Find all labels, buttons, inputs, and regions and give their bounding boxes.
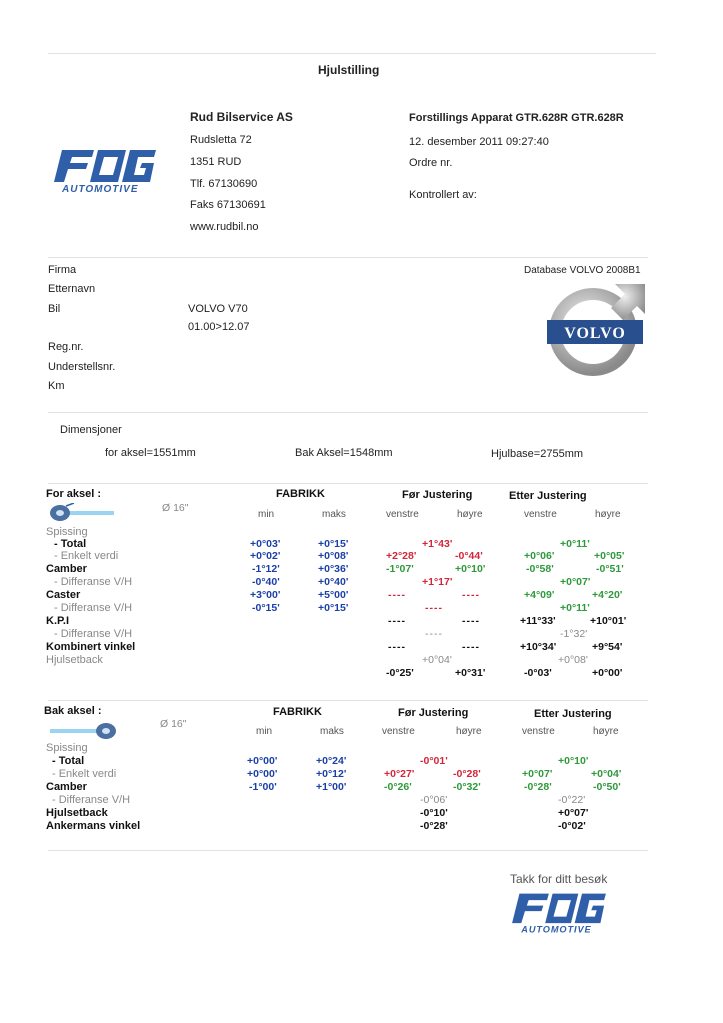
before-camber-left: -0°26'	[384, 781, 412, 793]
before-diff: -0°06'	[420, 794, 448, 806]
controlled-by-label: Kontrollert av:	[409, 189, 477, 201]
before-header: Før Justering	[398, 707, 469, 719]
before-caster-right: ----	[462, 589, 480, 601]
company-fax: Faks 67130691	[190, 199, 266, 211]
after-camber-left: -0°58'	[526, 563, 554, 575]
fab-total-min: +0°03'	[250, 538, 281, 550]
fab-camber-max: +0°36'	[318, 563, 349, 575]
bil-value: VOLVO V70	[188, 303, 248, 315]
fab-total-min: +0°00'	[247, 755, 278, 767]
min-header: min	[256, 726, 273, 737]
rear-axle-width: Bak Aksel=1548mm	[295, 447, 393, 459]
before-extra-left: -0°25'	[386, 667, 414, 679]
after-header: Etter Justering	[534, 708, 612, 720]
before-total: -0°01'	[420, 755, 448, 767]
database-label: Database VOLVO 2008B1	[524, 265, 641, 276]
after-enkelt-right: +0°05'	[594, 550, 625, 562]
after-enkelt-left: +0°07'	[522, 768, 553, 780]
after-komb-left: +10°34'	[520, 641, 557, 653]
label-kombinert: Kombinert vinkel	[46, 641, 136, 653]
before-camber-left: -1°07'	[386, 563, 414, 575]
logo-tagline: AUTOMOTIVE	[521, 924, 592, 935]
company-phone: Tlf. 67130690	[190, 178, 258, 190]
after-hjulsetback: +0°08'	[558, 654, 588, 666]
divider	[48, 483, 648, 484]
company-city: 1351 RUD	[190, 156, 242, 168]
company-name: Rud Bilservice AS	[190, 110, 293, 124]
after-caster-right: +4°20'	[592, 589, 623, 601]
after-kpi-left: +11°33'	[520, 615, 556, 627]
before-diff1: +1°17'	[422, 576, 453, 588]
before-enkelt-right: -0°28'	[453, 768, 481, 780]
fab-diff1-max: +0°40'	[318, 576, 349, 588]
after-header: Etter Justering	[509, 490, 587, 502]
label-spissing: Spissing	[46, 526, 88, 538]
reg-label: Reg.nr.	[48, 341, 84, 353]
rear-axle-title: Bak aksel :	[44, 705, 102, 717]
fab-enkelt-min: +0°02'	[250, 550, 281, 562]
volvo-badge-text: VOLVO	[564, 325, 626, 342]
before-komb-right: ----	[462, 641, 480, 653]
before-camber-right: +0°10'	[455, 563, 486, 575]
fab-diff1-min: -0°40'	[252, 576, 280, 588]
before-total: +1°43'	[422, 538, 453, 550]
before-kpi-left: ----	[388, 615, 406, 627]
min-header: min	[258, 509, 275, 520]
divider	[48, 412, 648, 413]
label-hjulsetback: Hjulsetback	[46, 654, 103, 666]
after-camber-right: -0°50'	[593, 781, 621, 793]
after-enkelt-right: +0°04'	[591, 768, 622, 780]
page-title: Hjulstilling	[318, 63, 380, 77]
logo-tagline: AUTOMOTIVE	[62, 184, 139, 195]
company-street: Rudsletta 72	[190, 134, 252, 146]
fab-camber-min: -1°12'	[252, 563, 280, 575]
after-diff1: +0°07'	[560, 576, 591, 588]
fab-enkelt-max: +0°08'	[318, 550, 349, 562]
fog-automotive-logo	[494, 890, 624, 936]
fab-camber-max: +1°00'	[316, 781, 347, 793]
label-camber: Camber	[46, 781, 87, 793]
after-total: +0°10'	[558, 755, 589, 767]
fab-caster-max: +5°00'	[318, 589, 349, 601]
after-enkelt-left: +0°06'	[524, 550, 555, 562]
before-header: Før Justering	[402, 489, 473, 501]
before-hjulsetback: -0°10'	[420, 807, 448, 819]
fab-total-max: +0°24'	[316, 755, 347, 767]
right-header: høyre	[595, 509, 621, 520]
front-axle-title: For aksel :	[46, 488, 102, 500]
label-enkelt: - Enkelt verdi	[54, 550, 119, 562]
fab-enkelt-max: +0°12'	[316, 768, 347, 780]
before-enkelt-left: +2°28'	[386, 550, 417, 562]
left-header: venstre	[524, 509, 557, 520]
fab-diff2-min: -0°15'	[252, 602, 280, 614]
fab-total-max: +0°15'	[318, 538, 349, 550]
firma-label: Firma	[48, 264, 77, 276]
divider	[48, 53, 656, 54]
fab-enkelt-min: +0°00'	[247, 768, 278, 780]
before-caster-left: ----	[388, 589, 406, 601]
label-kpi: K.P.I	[46, 615, 70, 627]
right-header: høyre	[593, 726, 619, 737]
before-camber-right: -0°32'	[453, 781, 481, 793]
km-label: Km	[48, 380, 65, 392]
label-differanse: - Differanse V/H	[54, 576, 133, 588]
front-rim-size: Ø 16"	[162, 502, 189, 514]
label-enkelt: - Enkelt verdi	[52, 768, 117, 780]
label-spissing: Spissing	[46, 742, 88, 754]
label-ankermans: Ankermans vinkel	[46, 820, 141, 832]
label-caster: Caster	[46, 589, 81, 601]
before-ankermans: -0°28'	[420, 820, 448, 832]
apparatus-name: Forstillings Apparat GTR.628R GTR.628R	[409, 112, 624, 124]
before-diff2: ----	[425, 602, 443, 614]
volvo-logo	[545, 280, 649, 380]
understell-label: Understellsnr.	[48, 361, 116, 373]
wheelbase: Hjulbase=2755mm	[491, 448, 584, 460]
after-extra-right: +0°00'	[592, 667, 623, 679]
divider	[48, 700, 648, 701]
dimensions-label: Dimensjoner	[60, 424, 122, 436]
after-extra-left: -0°03'	[524, 667, 552, 679]
before-komb-left: ----	[388, 641, 406, 653]
divider	[48, 850, 648, 851]
before-diff3: ----	[425, 628, 443, 640]
left-header: venstre	[522, 726, 555, 737]
after-total: +0°11'	[560, 538, 590, 550]
fab-diff2-max: +0°15'	[318, 602, 349, 614]
after-komb-right: +9°54'	[592, 641, 623, 653]
rear-rim-size: Ø 16"	[160, 718, 187, 730]
front-axle-width: for aksel=1551mm	[105, 447, 196, 459]
label-camber: Camber	[46, 563, 87, 575]
label-total: - Total	[52, 755, 85, 767]
fabrikk-header: FABRIKK	[276, 488, 325, 500]
maks-header: maks	[322, 509, 346, 520]
after-diff2: +0°11'	[560, 602, 590, 614]
left-header: venstre	[386, 509, 419, 520]
thanks-message: Takk for ditt besøk	[510, 872, 608, 886]
after-diff: -0°22'	[558, 794, 586, 806]
after-caster-left: +4°09'	[524, 589, 555, 601]
wheel-icon	[48, 503, 120, 523]
fog-automotive-logo	[52, 146, 158, 196]
etternavn-label: Etternavn	[48, 283, 96, 295]
divider	[48, 257, 648, 258]
fab-camber-min: -1°00'	[249, 781, 277, 793]
after-ankermans: -0°02'	[558, 820, 586, 832]
order-number-label: Ordre nr.	[409, 157, 453, 169]
after-camber-left: -0°28'	[524, 781, 552, 793]
label-differanse: - Differanse V/H	[54, 602, 133, 614]
fab-caster-min: +3°00'	[250, 589, 281, 601]
before-kpi-right: ----	[462, 615, 480, 627]
bil-years: 01.00>12.07	[188, 321, 250, 333]
left-header: venstre	[382, 726, 415, 737]
measurement-date: 12. desember 2011 09:27:40	[409, 136, 549, 148]
after-kpi-right: +10°01'	[590, 615, 627, 627]
right-header: høyre	[456, 726, 482, 737]
maks-header: maks	[320, 726, 344, 737]
before-extra-right: +0°31'	[455, 667, 486, 679]
fabrikk-header: FABRIKK	[273, 706, 322, 718]
label-total: - Total	[54, 538, 87, 550]
label-differanse: - Differanse V/H	[52, 794, 131, 806]
before-hjulsetback: +0°04'	[422, 654, 452, 666]
right-header: høyre	[457, 509, 483, 520]
bil-label: Bil	[48, 303, 61, 315]
wheel-icon	[46, 721, 118, 741]
label-differanse: - Differanse V/H	[54, 628, 133, 640]
after-diff3: -1°32'	[560, 628, 588, 640]
company-web: www.rudbil.no	[190, 221, 259, 233]
after-camber-right: -0°51'	[596, 563, 624, 575]
before-enkelt-left: +0°27'	[384, 768, 415, 780]
label-hjulsetback: Hjulsetback	[46, 807, 108, 819]
after-hjulsetback: +0°07'	[558, 807, 589, 819]
before-enkelt-right: -0°44'	[455, 550, 483, 562]
